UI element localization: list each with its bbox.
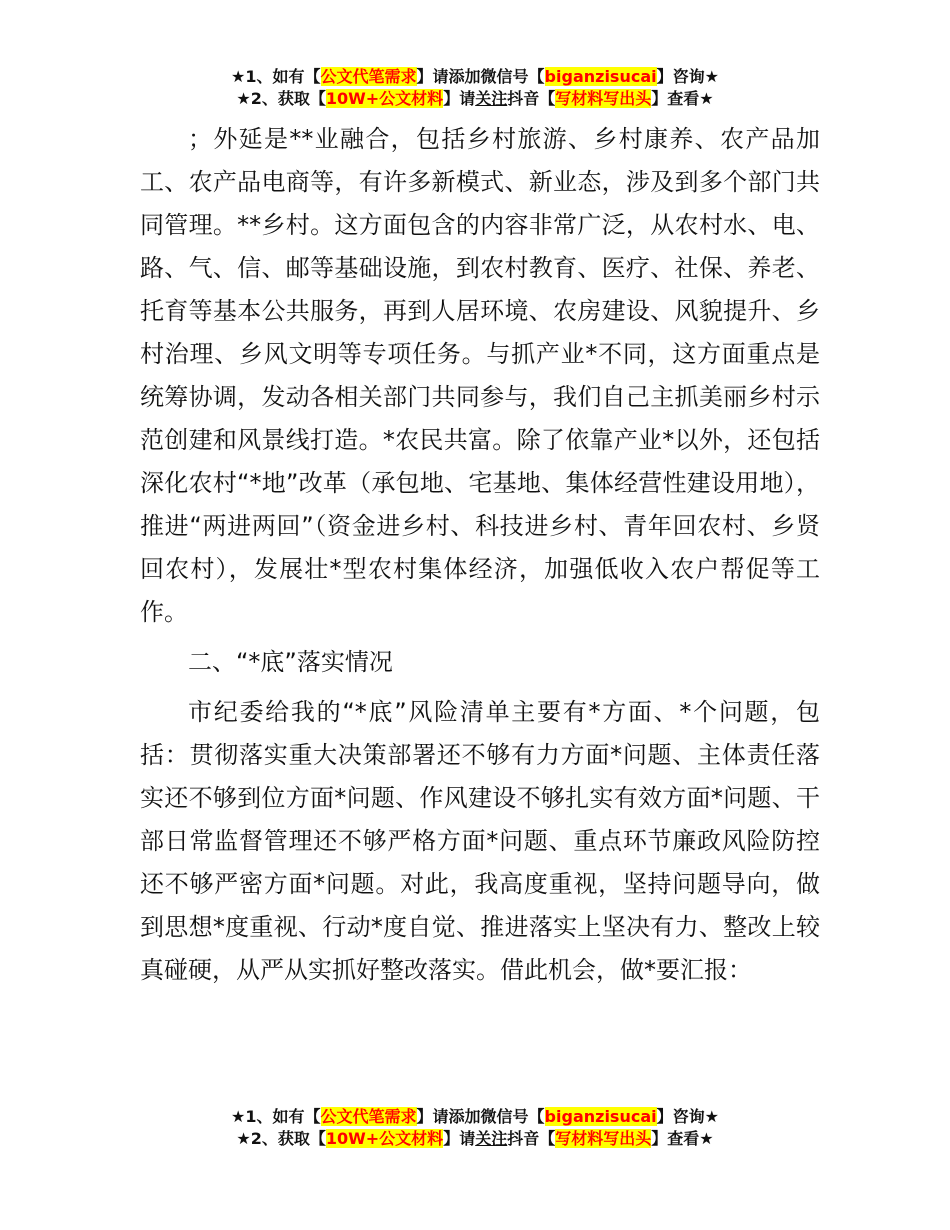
banner-text: 】请添加微信号【 <box>416 67 545 86</box>
document-body <box>140 118 820 992</box>
highlight-writing-service: 公文代笔需求 <box>320 1107 417 1126</box>
banner-text: 】请 <box>443 89 476 108</box>
banner-text: 】查看 <box>651 1129 700 1148</box>
underlined-follow: 关注 <box>475 1129 508 1148</box>
highlight-douyin-account: 写材料写出头 <box>555 89 652 108</box>
bottom-banner <box>0 1106 950 1150</box>
banner-text: 】咨询 <box>656 67 705 86</box>
top-banner <box>0 66 950 110</box>
star-icon: ★ <box>704 67 719 86</box>
highlight-materials: 10W+公文材料 <box>325 89 444 108</box>
star-icon: ★ <box>231 67 246 86</box>
section-heading-2: 二、“*底”落实情况 <box>188 648 393 676</box>
paragraph-2: 市纪委给我的“*底”风险清单主要有*方面、*个问题，包括：贯彻落实重大决策部署还不够有力方面*问题、主体责任落实还不够到位方面*问题、作风建设不够扎实有效方面*问题、干部日常监督管理还不够严格方面*问题、重点环节廉政风险防控还不够严密方面*问题。对此，我高度重视，坚持问题导向，做到思想*度重视、行动*度自觉、推进落实上坚决有力、整改上较真碰硬，从严从实抓好整改落实。借此机会，做*要汇报： <box>140 698 820 984</box>
star-icon: ★ <box>231 1107 246 1126</box>
banner-text: 抖音【 <box>507 89 556 108</box>
banner-line-1 <box>0 1106 950 1128</box>
highlight-douyin-account: 写材料写出头 <box>555 1129 652 1148</box>
star-icon: ★ <box>699 1129 714 1148</box>
underlined-follow: 关注 <box>475 89 508 108</box>
banner-text: 】请添加微信号【 <box>416 1107 545 1126</box>
highlight-wechat-id: biganzisucai <box>544 1107 657 1126</box>
banner-text: 2、获取【 <box>250 1129 326 1148</box>
highlight-wechat-id: biganzisucai <box>544 67 657 86</box>
banner-text: 2、获取【 <box>250 89 326 108</box>
highlight-materials: 10W+公文材料 <box>325 1129 444 1148</box>
highlight-writing-service: 公文代笔需求 <box>320 67 417 86</box>
banner-line-2 <box>0 88 950 110</box>
banner-line-2 <box>0 1128 950 1150</box>
star-icon: ★ <box>699 89 714 108</box>
banner-text: 】查看 <box>651 89 700 108</box>
banner-text: 】咨询 <box>656 1107 705 1126</box>
banner-text: 】请 <box>443 1129 476 1148</box>
star-icon: ★ <box>236 89 251 108</box>
star-icon: ★ <box>236 1129 251 1148</box>
star-icon: ★ <box>704 1107 719 1126</box>
paragraph-1: ；外延是**业融合，包括乡村旅游、乡村康养、农产品加工、农产品电商等，有许多新模式、新业态，涉及到多个部门共同管理。**乡村。这方面包含的内容非常广泛，从农村水、电、路、气、信、邮等基础设施，到农村教育、医疗、社保、养老、托育等基本公共服务，再到人居环境、农房建设、风貌提升、乡村治理、乡风文明等专项任务。与抓产业*不同，这方面重点是统筹协调，发动各相关部门共同参与，我们自己主抓美丽乡村示范创建和风景线打造。*农民共富。除了依靠产业*以外，还包括深化农村“*地”改革（承包地、宅基地、集体经营性建设用地），推进“两进两回”（资金进乡村、科技进乡村、青年回农村、乡贤回农村），发展壮*型农村集体经济，加强低收入农户帮促等工作。 <box>140 125 820 626</box>
banner-text: 1、如有【 <box>245 1107 321 1126</box>
banner-line-1 <box>0 66 950 88</box>
banner-text: 1、如有【 <box>245 67 321 86</box>
banner-text: 抖音【 <box>507 1129 556 1148</box>
